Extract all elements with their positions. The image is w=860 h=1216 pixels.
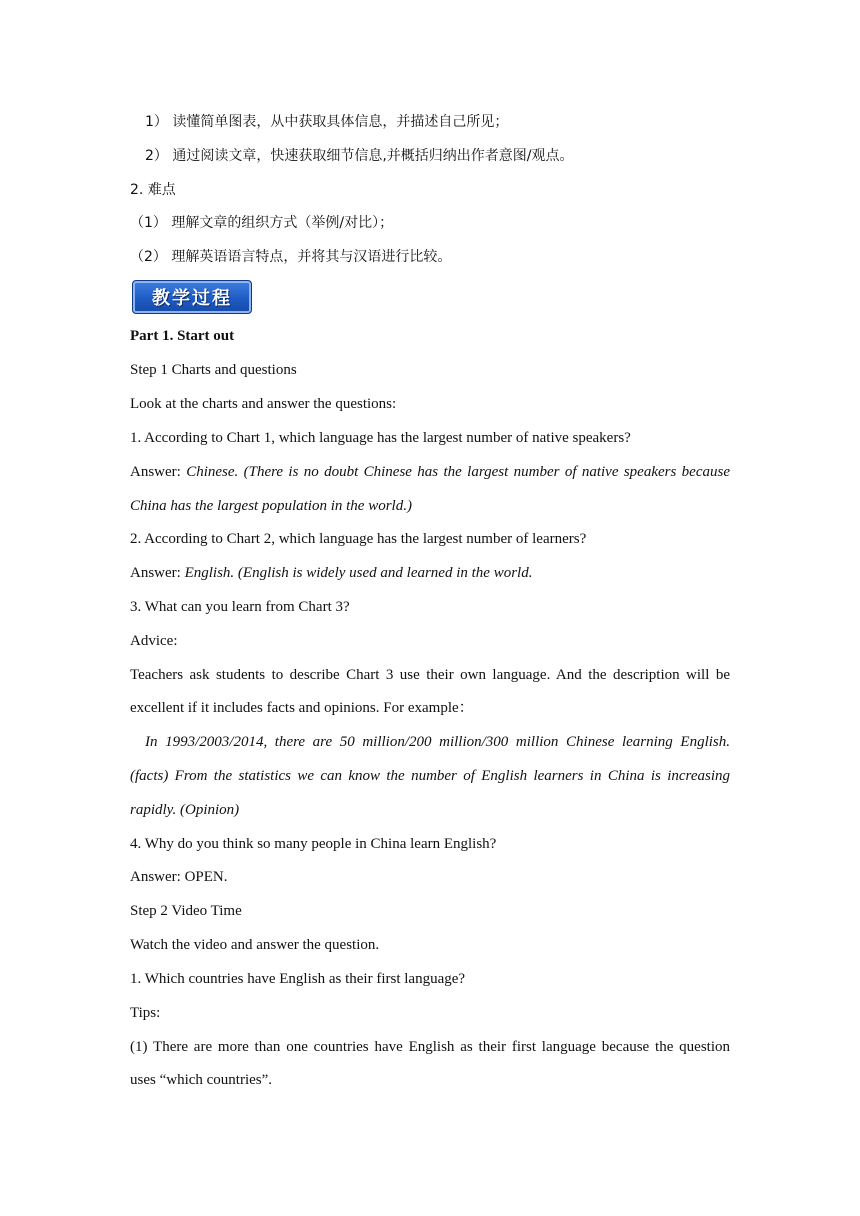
tip-1-line-2: uses “which countries”. — [130, 1072, 273, 1088]
step1-title: Step 1 Charts and questions — [130, 362, 297, 378]
step2-intro: Watch the video and answer the question. — [130, 937, 380, 953]
step1-intro: Look at the charts and answer the questions: — [130, 396, 397, 412]
goal-item-1: 1） 读懂简单图表，从中获取具体信息，并描述自己所见； — [145, 114, 509, 130]
teaching-process-banner — [132, 280, 252, 314]
answer-2-text: English. (English is widely used and learned in the world. — [184, 565, 533, 581]
step2-title: Step 2 Video Time — [130, 903, 242, 919]
example-line-2: (facts) From the statistics we can know the number of English learners in China is increasing — [130, 768, 730, 784]
tips-label: Tips: — [130, 1005, 161, 1021]
banner-label: 教学过程 — [152, 288, 232, 309]
part1-title: Part 1. Start out — [130, 328, 235, 344]
question-1: 1. According to Chart 1, which language has the largest number of native speakers? — [130, 430, 631, 446]
goal-item-2: 2） 通过阅读文章，快速获取细节信息,并概括归纳出作者意图/观点。 — [145, 148, 574, 164]
answer-1-text: Chinese. (There is no doubt Chinese has the largest number of native speakers because — [186, 464, 730, 480]
video-question-1: 1. Which countries have English as their first language? — [130, 971, 466, 987]
difficulty-heading: 2. 难点 — [130, 182, 176, 198]
answer-1-line-2: China has the largest population in the world.) — [130, 498, 412, 514]
answer-4: Answer: OPEN. — [130, 869, 228, 885]
difficulty-item-1: （1） 理解文章的组织方式（举例/对比）； — [130, 215, 394, 231]
example-line-1: In 1993/2003/2014, there are 50 million/200 million/300 million Chinese learning English. — [145, 734, 730, 750]
question-2: 2. According to Chart 2, which language has the largest number of learners? — [130, 531, 587, 547]
answer-1-line-1 — [130, 462, 730, 482]
tip-1-line-1: (1) There are more than one countries have English as their first language because the question — [130, 1039, 730, 1055]
advice-line-1: Teachers ask students to describe Chart 3 use their own language. And the description will be — [130, 667, 730, 683]
answer-1-prefix: Answer: — [130, 464, 187, 480]
answer-2 — [130, 563, 730, 583]
answer-2-prefix: Answer: — [130, 565, 185, 581]
example-line-3: rapidly. (Opinion) — [130, 802, 240, 818]
difficulty-item-2: （2） 理解英语语言特点，并将其与汉语进行比较。 — [130, 249, 452, 265]
question-4: 4. Why do you think so many people in China learn English? — [130, 836, 497, 852]
advice-label: Advice: — [130, 633, 178, 649]
question-3: 3. What can you learn from Chart 3? — [130, 599, 350, 615]
advice-line-2: excellent if it includes facts and opinions. For example： — [130, 700, 474, 716]
